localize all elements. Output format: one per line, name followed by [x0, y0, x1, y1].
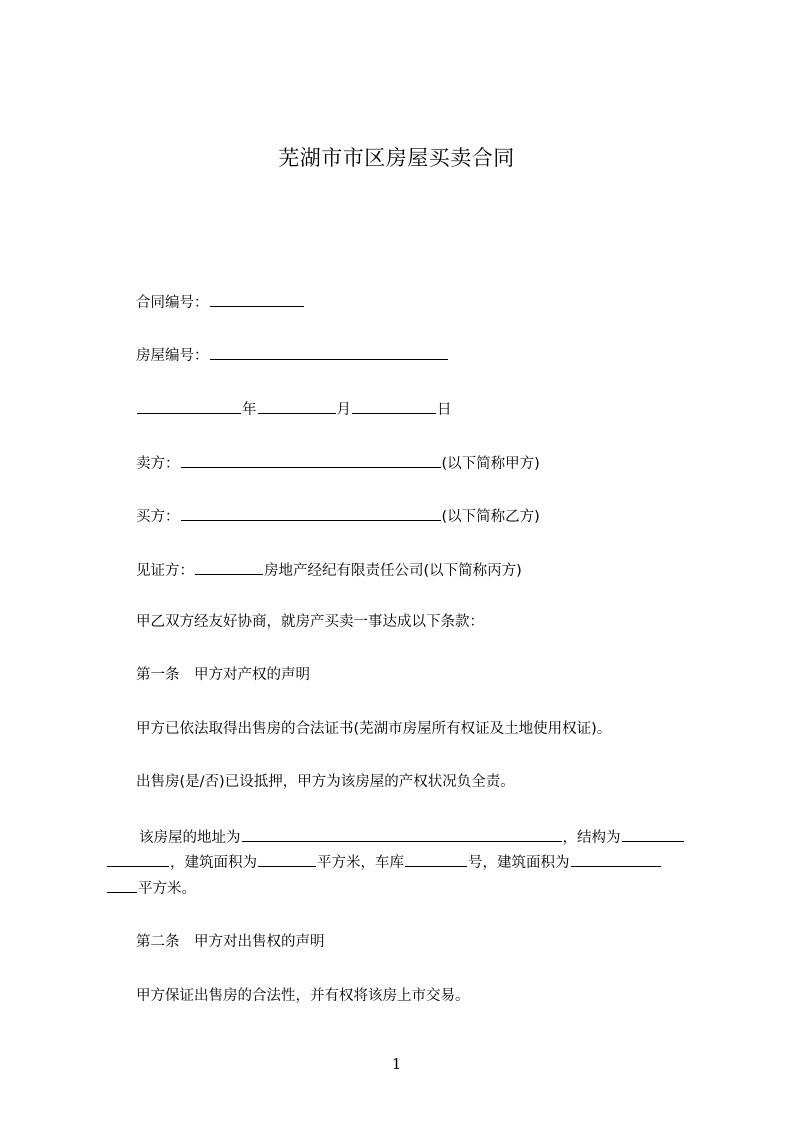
buyer-label: 买方：	[136, 509, 180, 525]
address-blank[interactable]	[242, 826, 562, 842]
article-1-paragraph-2: 出售房(是/否)已设抵押，甲方为该房屋的产权状况负全责。	[136, 774, 515, 790]
witness-suffix: 房地产经纪有限责任公司(以下简称丙方)	[264, 563, 522, 579]
article-2-heading: 第二条 甲方对出售权的声明	[136, 934, 325, 950]
structure-blank-part-1[interactable]	[622, 826, 684, 842]
garage-area-blank-part-1[interactable]	[571, 851, 661, 867]
address-label: 该房屋的地址为	[139, 830, 241, 846]
date-line	[136, 398, 452, 420]
buyer-suffix: (以下简称乙方)	[441, 509, 540, 525]
seller-suffix: (以下简称甲方)	[441, 456, 540, 472]
garage-area-label: 号，建筑面积为	[468, 855, 570, 871]
buyer-blank[interactable]	[181, 505, 441, 521]
structure-blank-part-2[interactable]	[107, 851, 169, 867]
year-blank[interactable]	[137, 398, 241, 414]
intro-paragraph: 甲乙双方经友好协商，就房产买卖一事达成以下条款：	[136, 614, 484, 630]
structure-label: ，结构为	[562, 830, 621, 846]
page-number: 1	[391, 1055, 402, 1073]
garage-area-blank-part-2[interactable]	[107, 877, 137, 893]
area-blank[interactable]	[258, 851, 316, 867]
area-label: ，建筑面积为	[170, 855, 257, 871]
buyer-line	[136, 505, 540, 527]
day-blank[interactable]	[352, 398, 436, 414]
seller-label: 卖方：	[136, 456, 180, 472]
house-number-blank[interactable]	[210, 344, 448, 360]
house-number-line	[136, 344, 449, 366]
address-line-1	[139, 826, 685, 848]
address-line-2	[106, 851, 662, 873]
article-2-paragraph-1: 甲方保证出售房的合法性，并有权将该房上市交易。	[136, 988, 470, 1004]
contract-number-blank[interactable]	[210, 291, 304, 307]
contract-number-label: 合同编号：	[136, 295, 209, 311]
seller-line	[136, 452, 540, 474]
witness-line	[136, 559, 522, 581]
page-title: 芜湖市市区房屋买卖合同	[278, 146, 515, 170]
month-label: 月	[336, 402, 351, 418]
article-1-heading: 第一条 甲方对产权的声明	[136, 667, 310, 683]
sqm-end-label: 平方米。	[138, 881, 196, 897]
house-number-label: 房屋编号：	[136, 348, 209, 364]
address-line-3	[106, 877, 196, 899]
day-label: 日	[437, 402, 452, 418]
witness-label: 见证方：	[136, 563, 194, 579]
year-label: 年	[242, 402, 257, 418]
contract-number-line	[136, 291, 305, 313]
month-blank[interactable]	[258, 398, 336, 414]
sqm-garage-label: 平方米，车库	[317, 855, 404, 871]
article-1-paragraph-1: 甲方已依法取得出售房的合法证书(芜湖市房屋所有权证及土地使用权证)。	[136, 721, 612, 737]
seller-blank[interactable]	[181, 452, 441, 468]
garage-number-blank[interactable]	[405, 851, 467, 867]
witness-blank[interactable]	[195, 559, 263, 575]
